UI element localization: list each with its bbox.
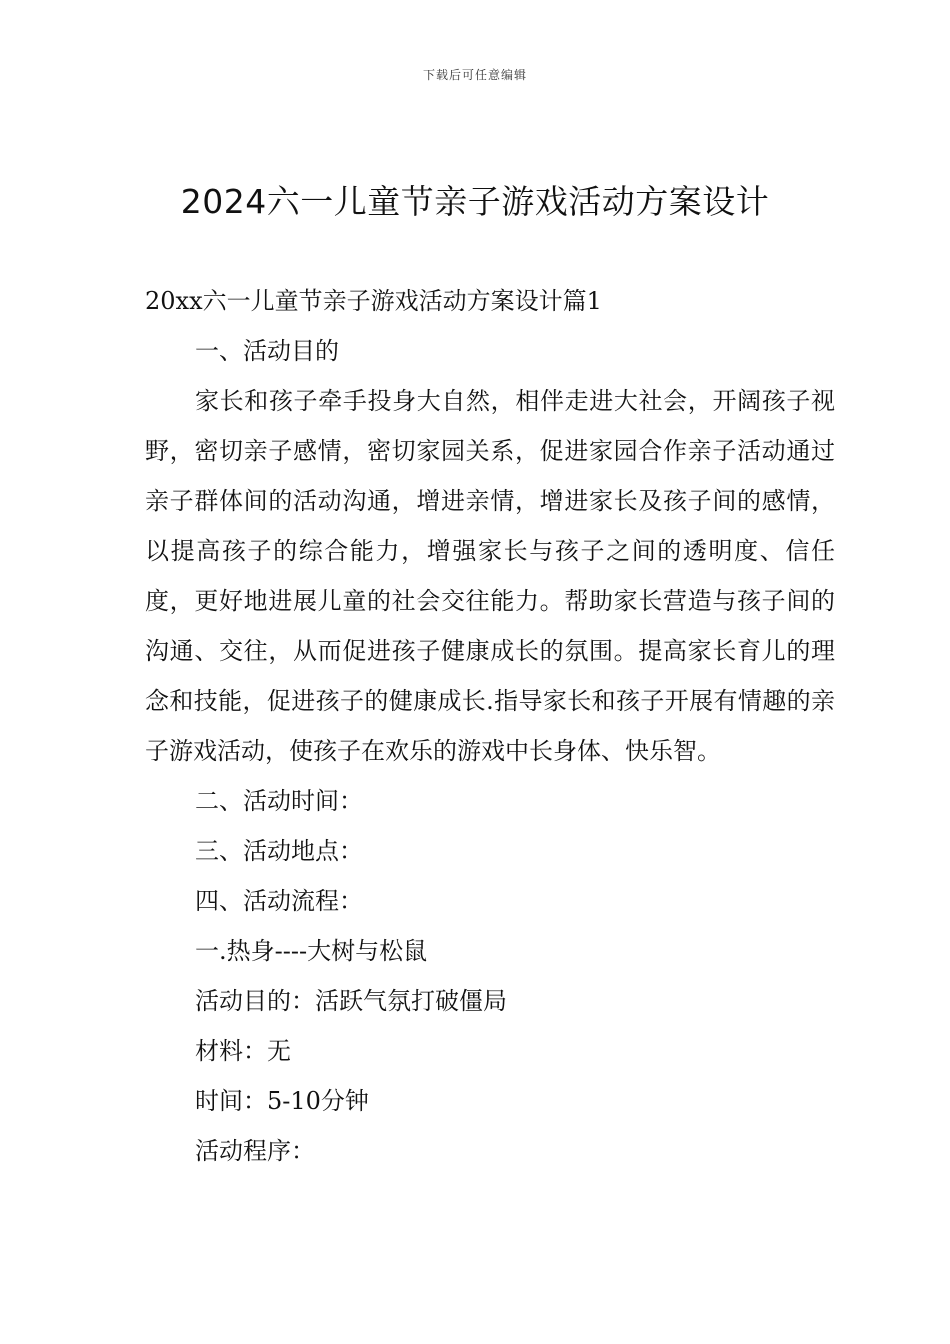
list-item-duration: 时间：5-10分钟: [195, 1087, 369, 1115]
heading-process: 四、活动流程：: [195, 887, 363, 915]
heading-location: 三、活动地点：: [195, 837, 363, 865]
heading-time: 二、活动时间：: [195, 787, 363, 815]
list-item-warmup: 一.热身----大树与松鼠: [195, 937, 428, 965]
document-title: 2024六一儿童节亲子游戏活动方案设计: [180, 182, 770, 221]
list-item-goal: 活动目的：活跃气氛打破僵局: [195, 987, 507, 1015]
heading-purpose: 一、活动目的: [195, 337, 339, 365]
section-title: 20xx六一儿童节亲子游戏活动方案设计篇1: [145, 287, 602, 315]
list-item-materials: 材料：无: [195, 1037, 291, 1065]
document-body: [145, 276, 835, 1176]
list-item-procedure: 活动程序：: [195, 1137, 315, 1165]
paragraph-purpose: 家长和孩子牵手投身大自然，相伴走进大社会，开阔孩子视野，密切亲子感情，密切家园关系，促进家园合作亲子活动通过亲子群体间的活动沟通，增进亲情，增进家长及孩子间的感情，以提高孩子的综合能力，增强家长与孩子之间的透明度、信任度，更好地进展儿童的社会交往能力。帮助家长营造与孩子间的沟通、交往，从而促进孩子健康成长的氛围。提高家长育儿的理念和技能，促进孩子的健康成长.指导家长和孩子开展有情趣的亲子游戏活动，使孩子在欢乐的游戏中长身体、快乐智。: [145, 387, 835, 765]
header-note: 下载后可任意编辑: [422, 68, 527, 82]
